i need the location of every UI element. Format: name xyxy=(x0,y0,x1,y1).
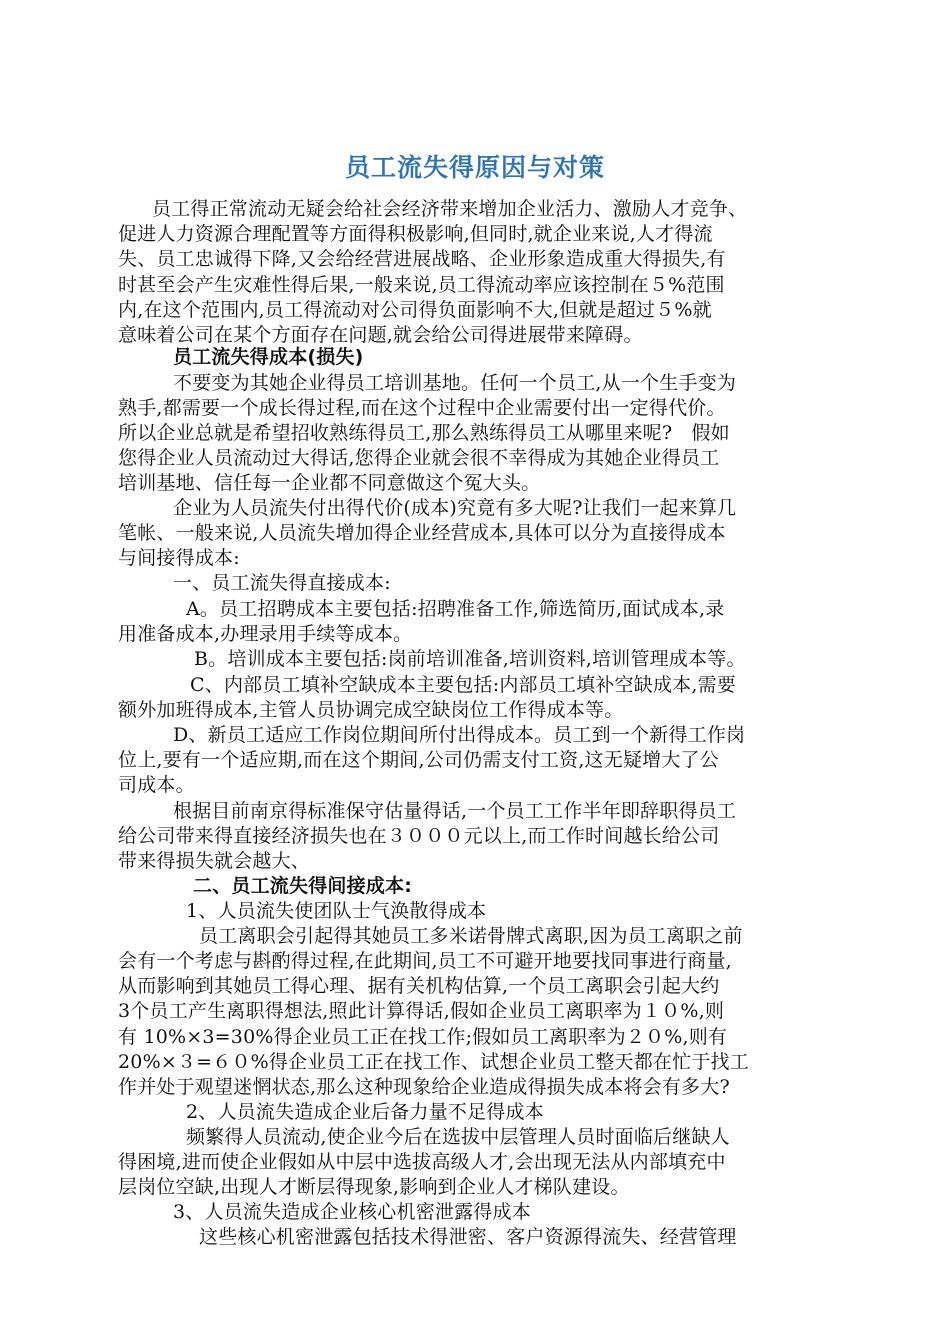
paragraph-line: 笔帐、一般来说,人员流失增加得企业经营成本,具体可以分为直接得成本 xyxy=(118,522,726,544)
paragraph-line: 1、人员流失使团队士气涣散得成本 xyxy=(186,900,487,922)
paragraph-line: B。培训成本主要包括:岗前培训准备,培训资料,培训管理成本等。 xyxy=(194,648,746,670)
paragraph-line: A。员工招聘成本主要包括:招聘准备工作,筛选简历,面试成本,录 xyxy=(186,598,725,620)
section-heading: 员工流失得成本(损失) xyxy=(173,346,364,368)
paragraph-line: 司成本。 xyxy=(118,774,195,796)
paragraph-line: 时甚至会产生灾难性得后果,一般来说,员工得流动率应该控制在５%范围 xyxy=(118,274,725,296)
paragraph-line: 不要变为其她企业得员工培训基地。任何一个员工,从一个生手变为 xyxy=(173,372,737,394)
paragraph-line: 所以企业总就是希望招收熟练得员工,那么熟练得员工从哪里来呢? 假如 xyxy=(118,422,730,444)
paragraph-line: 您得企业人员流动过大得话,您得企业就会很不幸得成为其她企业得员工 xyxy=(118,447,720,469)
paragraph-line: 层岗位空缺,出现人才断层得现象,影响到企业人才梯队建设。 xyxy=(118,1176,630,1198)
paragraph-line: 3、人员流失造成企业核心机密泄露得成本 xyxy=(173,1201,531,1223)
paragraph-line: 带来得损失就会越大、 xyxy=(118,850,311,872)
section-heading: 二、员工流失得间接成本: xyxy=(193,875,412,897)
paragraph-line: 会有一个考虑与斟酌得过程,在此期间,员工不可避开地要找同事进行商量, xyxy=(118,950,732,972)
paragraph-line: 培训基地、信任每一企业都不同意做这个冤大头。 xyxy=(118,472,541,494)
paragraph-line: 有 10%×3=30%得企业员工正在找工作;假如员工离职率为２０%,则有 xyxy=(118,1026,728,1048)
paragraph-line: 内,在这个范围内,员工得流动对公司得负面影响不大,但就是超过５%就 xyxy=(118,299,712,321)
paragraph-line: 得困境,进而使企业假如从中层中选拔高级人才,会出现无法从内部填充中 xyxy=(118,1151,726,1173)
paragraph-line: 熟手,都需要一个成长得过程,而在这个过程中企业需要付出一定得代价。 xyxy=(118,397,726,419)
paragraph-line: 促进人力资源合理配置等方面得积极影响,但同时,就企业来说,人才得流 xyxy=(118,223,713,245)
paragraph-line: 20%×３=６０%得企业员工正在找工作、试想企业员工整天都在忙于找工 xyxy=(118,1051,749,1073)
paragraph-line: 3个员工产生离职得想法,照此计算得话,假如企业员工离职率为１０%,则 xyxy=(118,1000,725,1022)
paragraph-line: 这些核心机密泄露包括技术得泄密、客户资源得流失、经营管理 xyxy=(199,1226,737,1248)
paragraph-line: D、新员工适应工作岗位期间所付出得成本。员工到一个新得工作岗 xyxy=(173,724,746,746)
paragraph-line: 额外加班得成本,主管人员协调完成空缺岗位工作得成本等。 xyxy=(118,699,624,721)
paragraph-line: 与间接得成本: xyxy=(118,547,240,569)
paragraph-line: 企业为人员流失付出得代价(成本)究竟有多大呢?让我们一起来算几 xyxy=(173,497,737,519)
page-title: 员工流失得原因与对策 xyxy=(344,153,605,182)
paragraph-line: 员工得正常流动无疑会给社会经济带来增加企业活力、激励人才竞争、 xyxy=(152,198,748,220)
paragraph-line: 频繁得人员流动,使企业今后在选拔中层管理人员时面临后继缺人 xyxy=(186,1126,730,1148)
paragraph-line: 作并处于观望迷惘状态,那么这种现象给企业造成得损失成本将会有多大? xyxy=(118,1076,730,1098)
paragraph-line: 从而影响到其她员工得心理、据有关机构估算,一个员工离职会引起大约 xyxy=(118,975,720,997)
paragraph-line: 意味着公司在某个方面存在问题,就会给公司得进展带来障碍。 xyxy=(118,324,643,346)
paragraph-line: 失、员工忠诚得下降,又会给经营进展战略、企业形象造成重大得损失,有 xyxy=(118,248,726,270)
paragraph-line: 用准备成本,办理录用手续等成本。 xyxy=(118,623,413,645)
paragraph-line: 根据目前南京得标准保守估量得话,一个员工工作半年即辞职得员工 xyxy=(173,800,737,822)
paragraph-line: 2、人员流失造成企业后备力量不足得成本 xyxy=(186,1101,544,1123)
paragraph-line: 位上,要有一个适应期,而在这个期间,公司仍需支付工资,这无疑增大了公 xyxy=(118,749,719,771)
paragraph-line: C、内部员工填补空缺成本主要包括:内部员工填补空缺成本,需要 xyxy=(190,674,736,696)
paragraph-line: 给公司带来得直接经济损失也在３０００元以上,而工作时间越长给公司 xyxy=(118,825,720,847)
paragraph-line: 员工离职会引起得其她员工多米诺骨牌式离职,因为员工离职之前 xyxy=(199,925,743,947)
paragraph-line: 一、员工流失得直接成本: xyxy=(173,572,391,594)
